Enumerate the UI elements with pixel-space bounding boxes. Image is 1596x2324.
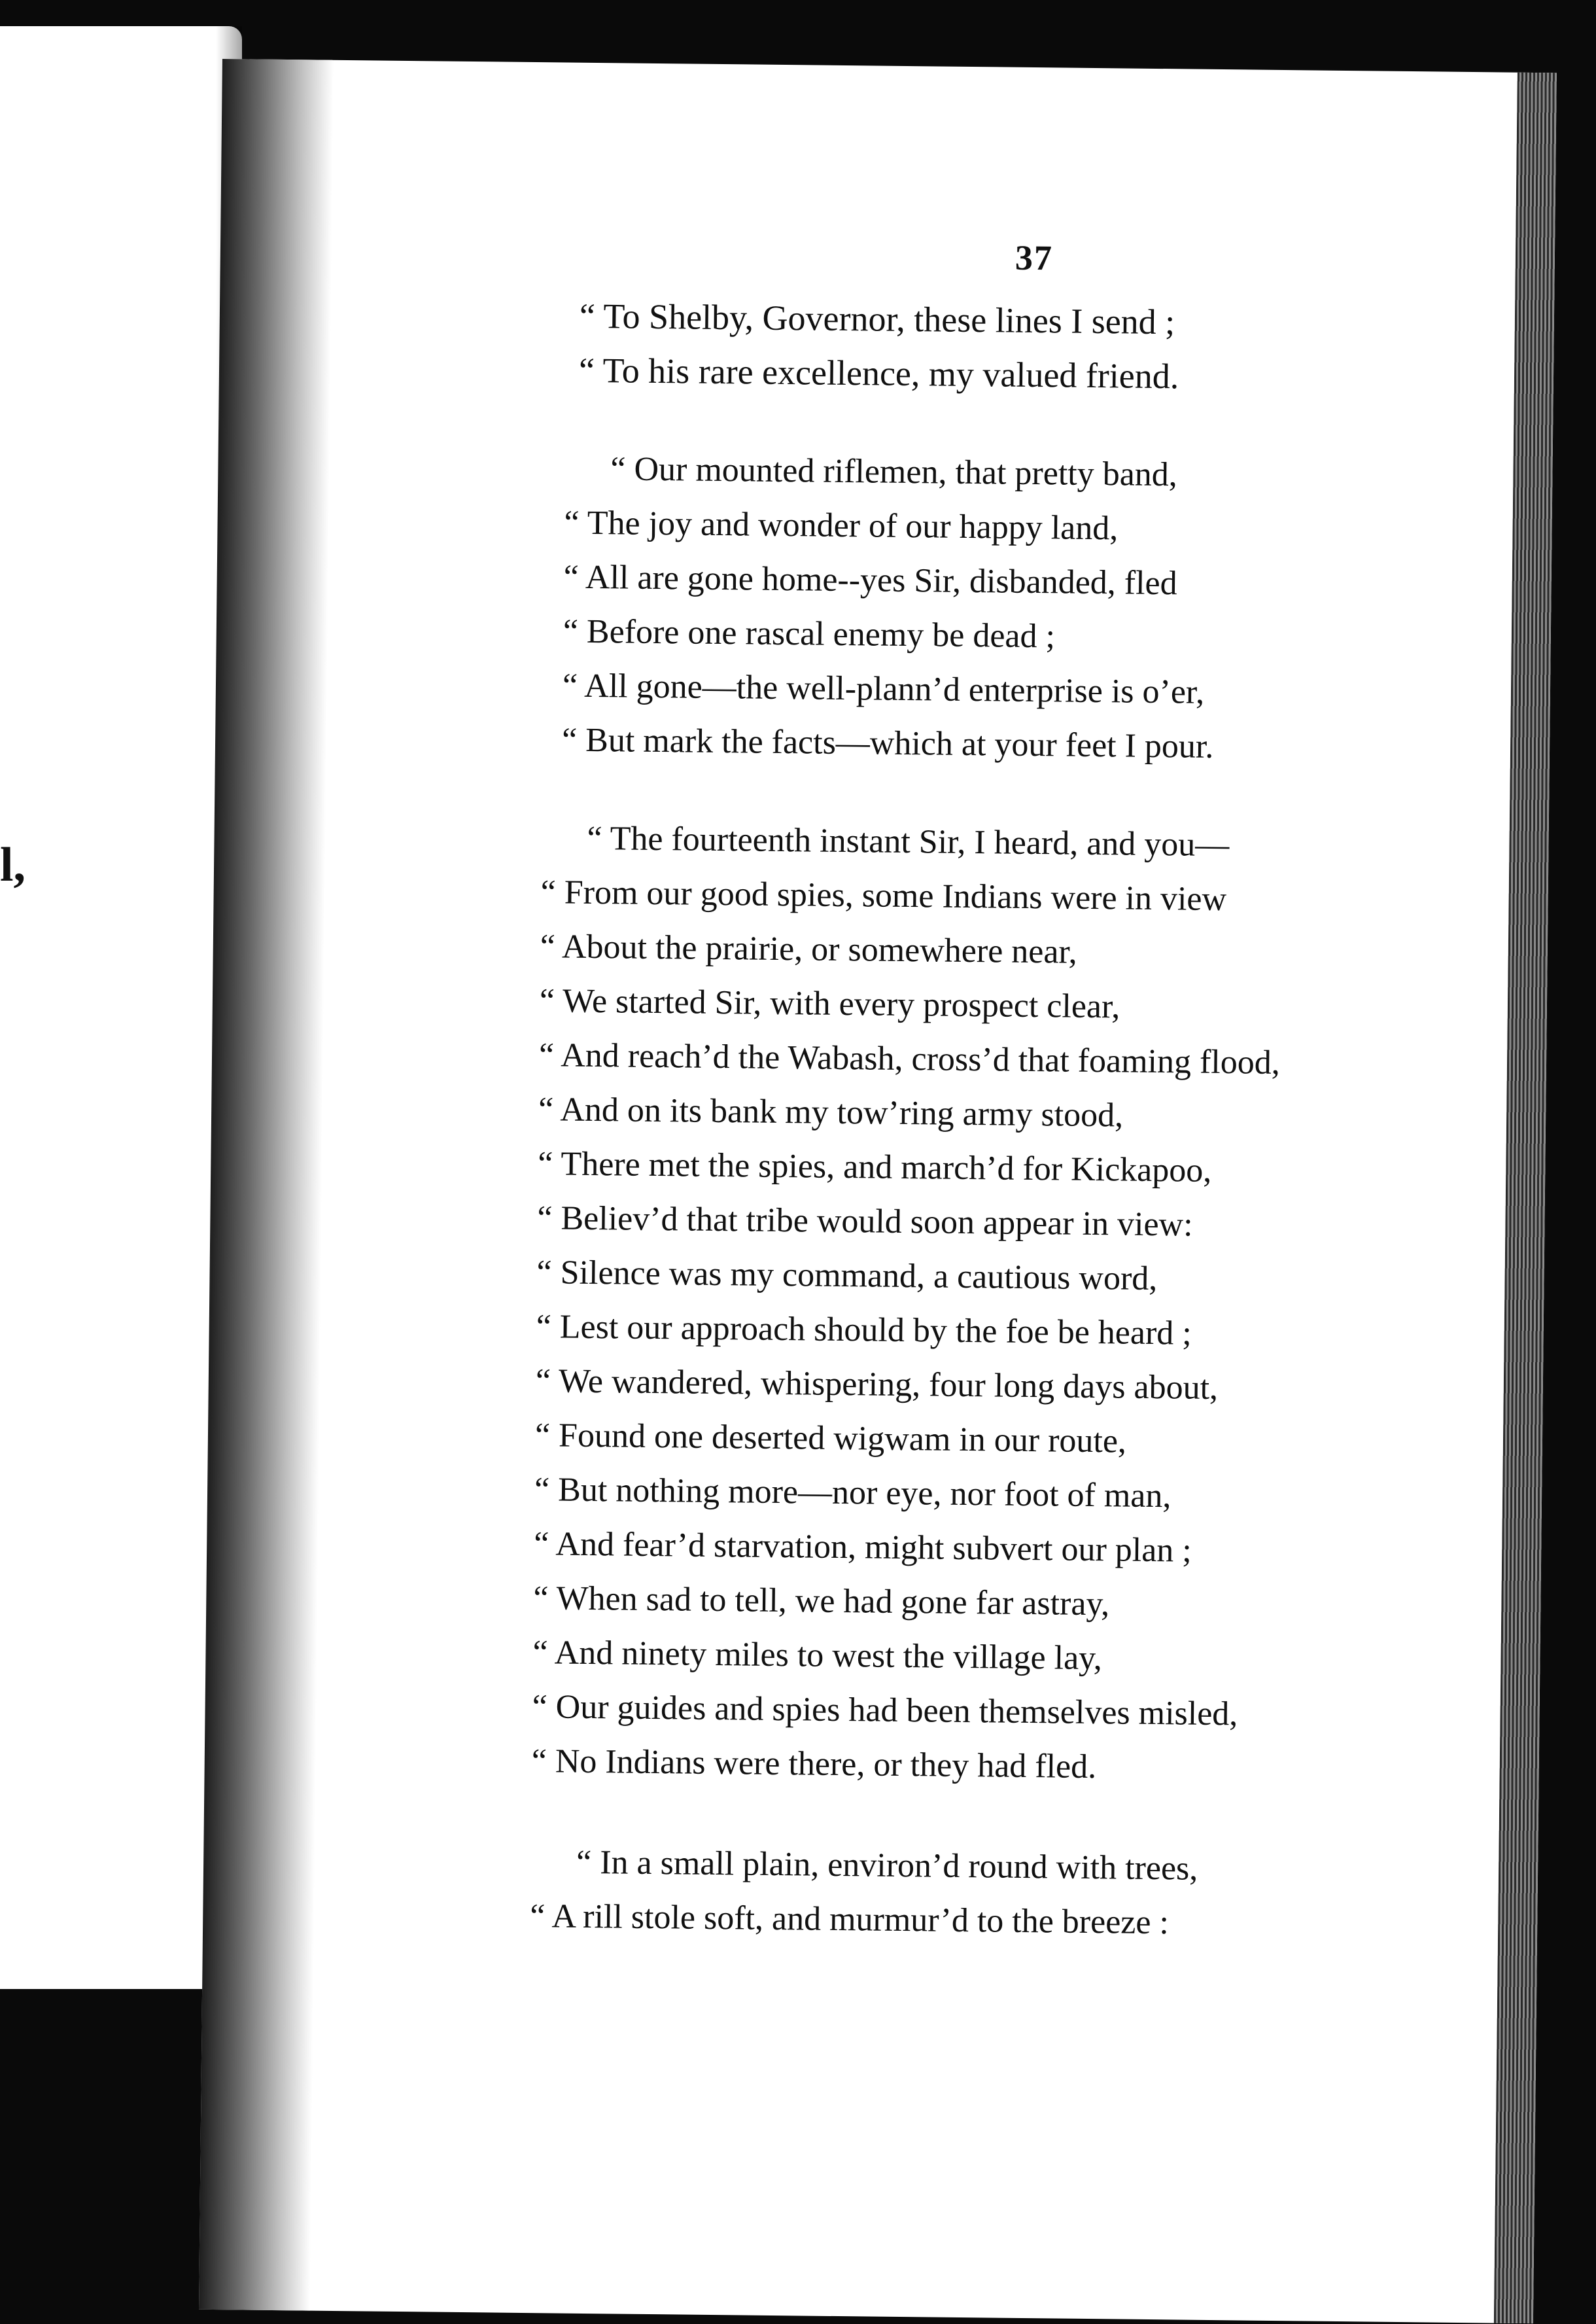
poem-line: “ And reach’d the Wabash, cross’d that foaming flood, bbox=[538, 1036, 1281, 1082]
poem-line: “ We started Sir, with every prospect clear, bbox=[539, 982, 1120, 1026]
poem-line: “ All are gone home--yes Sir, disbanded, fled bbox=[563, 558, 1177, 603]
page-number: 37 bbox=[1015, 238, 1054, 278]
poem-line: “ Our guides and spies had been themselves misled, bbox=[532, 1688, 1238, 1733]
poem-line: “ And on its bank my tow’ring army stood, bbox=[538, 1091, 1124, 1135]
poem-line: “ About the prairie, or somewhere near, bbox=[540, 928, 1078, 971]
poem-line: “ Our mounted riflemen, that pretty band, bbox=[610, 450, 1178, 494]
poem-line: “ There met the spies, and march’d for Kickapoo, bbox=[538, 1145, 1212, 1189]
poem-line: “ All gone—the well-plann’d enterprise is o’er, bbox=[562, 667, 1205, 711]
poem-line: “ No Indians were there, or they had fled. bbox=[531, 1742, 1097, 1786]
poem-line: “ But mark the facts—which at your feet I pour. bbox=[561, 721, 1214, 766]
poem-line: “ A rill stole soft, and murmur’d to the breeze : bbox=[530, 1897, 1170, 1942]
poem-line: “ When sad to tell, we had gone far astray, bbox=[533, 1579, 1110, 1623]
poem-line: “ Silence was my command, a cautious word, bbox=[536, 1254, 1158, 1298]
previous-page-text-fragment: l, bbox=[0, 838, 26, 892]
poem-line: “ To his rare excellence, my valued friend. bbox=[578, 350, 1179, 396]
poem-line: “ Before one rascal enemy be dead ; bbox=[563, 612, 1056, 656]
poem-line: “ In a small plain, environ’d round with trees, bbox=[576, 1843, 1198, 1888]
poem-line: “ And fear’d starvation, might subvert our plan ; bbox=[533, 1525, 1192, 1570]
poem-line: “ Found one deserted wigwam in our route, bbox=[534, 1417, 1127, 1460]
poem-line: “ We wandered, whispering, four long days about, bbox=[535, 1362, 1219, 1407]
poem-line: “ But nothing more—nor eye, nor foot of man, bbox=[534, 1471, 1171, 1515]
current-page bbox=[199, 59, 1557, 2323]
poem-text-block bbox=[310, 60, 1511, 2323]
poem-line: “ And ninety miles to west the village lay, bbox=[532, 1634, 1103, 1678]
poem-line: “ The fourteenth instant Sir, I heard, and you— bbox=[587, 819, 1230, 864]
poem-line: “ From our good spies, some Indians were in view bbox=[540, 873, 1227, 919]
poem-line: “ To Shelby, Governor, these lines I send ; bbox=[579, 296, 1175, 342]
poem-line: “ Lest our approach should by the foe be heard ; bbox=[536, 1308, 1192, 1352]
poem-line: “ Believ’d that tribe would soon appear in view: bbox=[537, 1199, 1193, 1244]
poem-line: “ The joy and wonder of our happy land, bbox=[564, 504, 1119, 548]
